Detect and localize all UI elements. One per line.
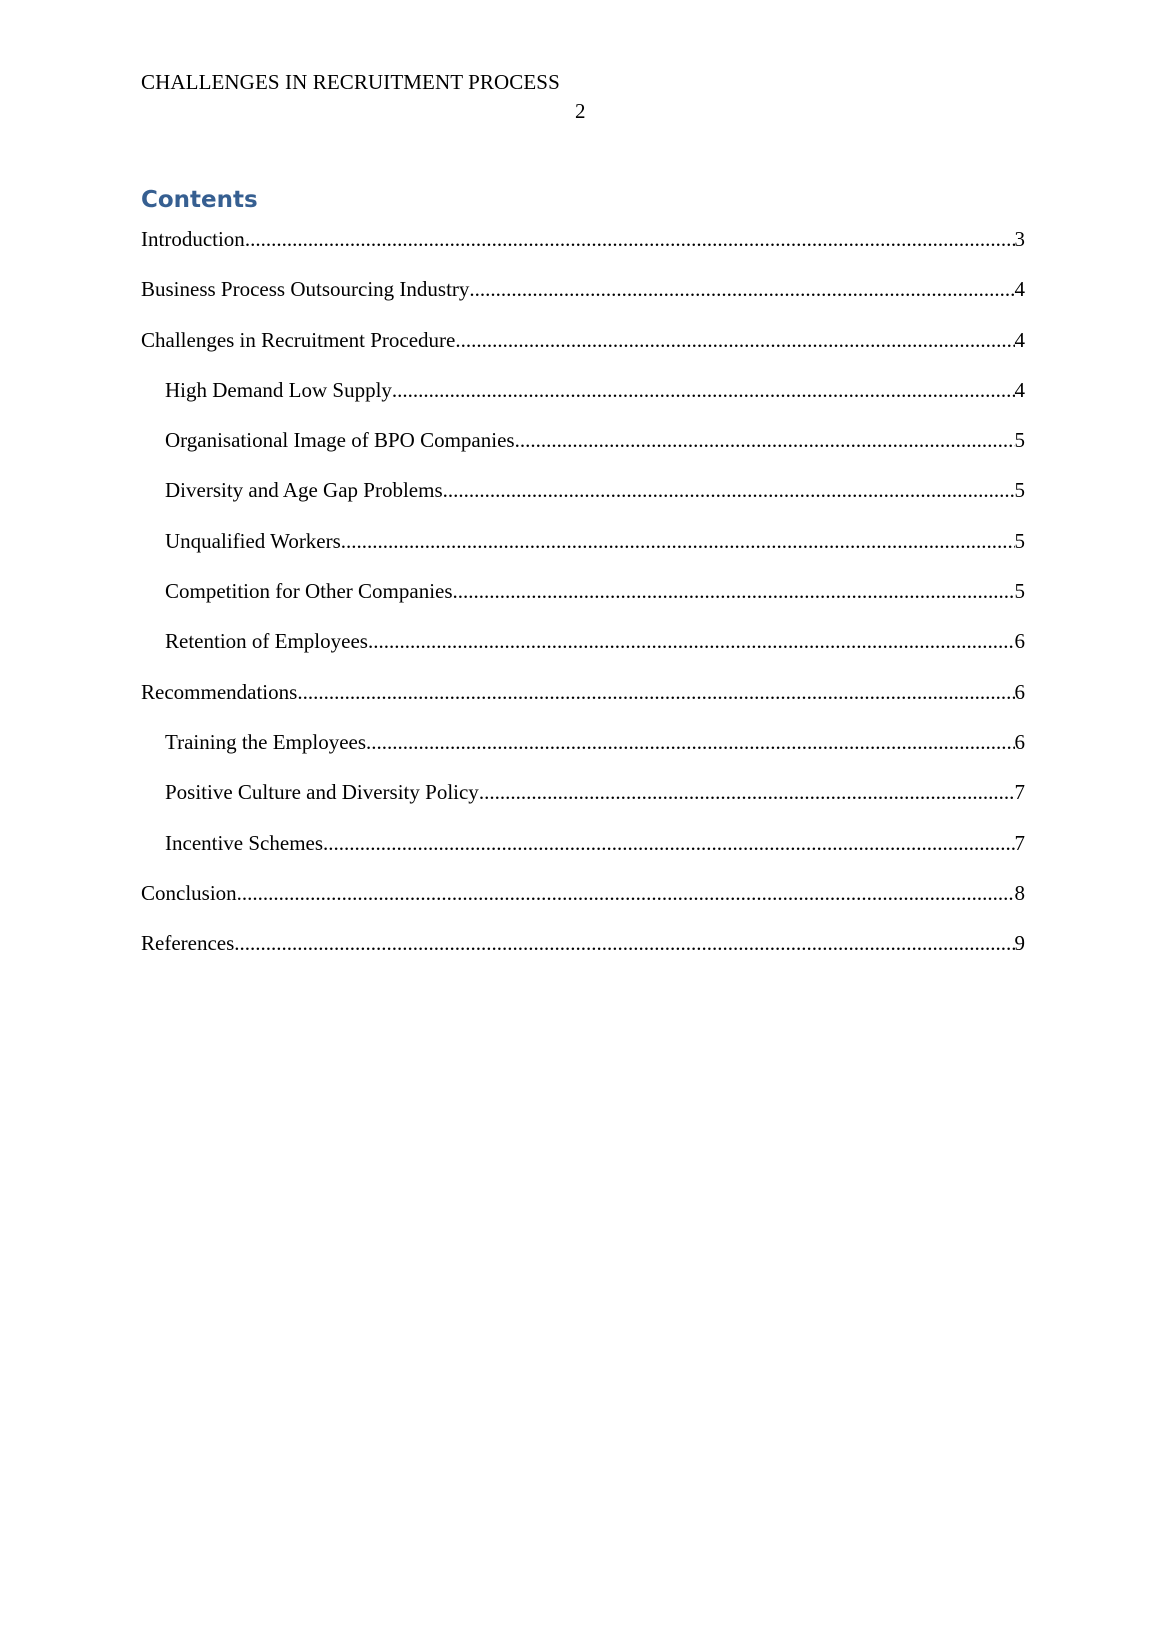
toc-entry-page: 4 xyxy=(1014,377,1025,402)
toc-entry-title: Business Process Outsourcing Industry xyxy=(141,277,470,302)
toc-entry-title: Training the Employees xyxy=(165,729,367,754)
toc-entry-retention[interactable] xyxy=(141,628,1025,678)
toc-entry-title: Conclusion xyxy=(141,880,237,905)
toc-dot-leader xyxy=(297,679,1014,705)
toc-entry-high-demand[interactable] xyxy=(141,377,1025,427)
toc-entry-page: 7 xyxy=(1014,780,1025,805)
toc-entry-title: Positive Culture and Diversity Policy xyxy=(165,780,479,805)
toc-dot-leader xyxy=(469,276,1014,302)
toc-entry-page: 4 xyxy=(1014,327,1025,352)
toc-entry-title: Introduction xyxy=(141,227,245,251)
page-number: 2 xyxy=(575,99,586,123)
toc-dot-leader xyxy=(341,528,1015,554)
toc-entry-organisational-image[interactable] xyxy=(141,427,1025,477)
toc-entry-competition[interactable] xyxy=(141,578,1025,628)
toc-entry-bpo-industry[interactable] xyxy=(141,276,1025,326)
toc-entry-introduction[interactable] xyxy=(141,226,1025,276)
toc-dot-leader xyxy=(479,779,1015,805)
toc-entry-title: Organisational Image of BPO Companies xyxy=(165,428,515,453)
toc-entry-title: High Demand Low Supply xyxy=(165,377,392,402)
toc-entry-training[interactable] xyxy=(141,729,1025,779)
toc-entry-page: 5 xyxy=(1014,579,1025,604)
toc-entry-conclusion[interactable] xyxy=(141,880,1025,930)
toc-entry-references[interactable] xyxy=(141,930,1025,980)
toc-entry-challenges[interactable] xyxy=(141,327,1025,377)
toc-entry-page: 8 xyxy=(1014,880,1025,905)
toc-dot-leader xyxy=(323,830,1014,856)
toc-entry-title: Diversity and Age Gap Problems xyxy=(165,478,443,503)
toc-dot-leader xyxy=(237,880,1015,906)
toc-dot-leader xyxy=(515,427,1015,453)
toc-entry-page: 3 xyxy=(1014,227,1025,251)
toc-entry-title: Incentive Schemes xyxy=(165,830,324,855)
toc-entry-unqualified-workers[interactable] xyxy=(141,528,1025,578)
toc-heading: Contents xyxy=(141,187,258,213)
toc-entry-page: 9 xyxy=(1014,931,1025,956)
toc-dot-leader xyxy=(366,729,1014,755)
toc-dot-leader xyxy=(443,477,1015,503)
toc-entry-title: Unqualified Workers xyxy=(165,528,341,553)
toc-entry-title: Challenges in Recruitment Procedure xyxy=(141,327,456,352)
toc-dot-leader xyxy=(392,377,1015,403)
toc-entry-title: Retention of Employees xyxy=(165,629,368,654)
table-of-contents xyxy=(141,226,1025,980)
toc-dot-leader xyxy=(453,578,1015,604)
running-header: CHALLENGES IN RECRUITMENT PROCESS xyxy=(141,70,560,94)
toc-entry-page: 6 xyxy=(1014,679,1025,704)
toc-entry-page: 5 xyxy=(1014,428,1025,453)
toc-entry-positive-culture[interactable] xyxy=(141,779,1025,829)
toc-entry-recommendations[interactable] xyxy=(141,679,1025,729)
toc-dot-leader xyxy=(234,930,1014,956)
toc-entry-page: 6 xyxy=(1014,729,1025,754)
toc-entry-title: Recommendations xyxy=(141,679,298,704)
toc-dot-leader xyxy=(368,628,1015,654)
toc-dot-leader xyxy=(455,327,1014,353)
toc-entry-page: 5 xyxy=(1014,528,1025,553)
toc-entry-incentive-schemes[interactable] xyxy=(141,830,1025,880)
toc-entry-title: Competition for Other Companies xyxy=(165,579,453,604)
toc-entry-page: 4 xyxy=(1014,277,1025,302)
toc-entry-page: 7 xyxy=(1014,830,1025,855)
toc-entry-page: 6 xyxy=(1014,629,1025,654)
toc-entry-page: 5 xyxy=(1014,478,1025,503)
toc-entry-title: References xyxy=(141,931,235,956)
toc-dot-leader xyxy=(245,226,1015,252)
toc-entry-diversity-age-gap[interactable] xyxy=(141,477,1025,527)
